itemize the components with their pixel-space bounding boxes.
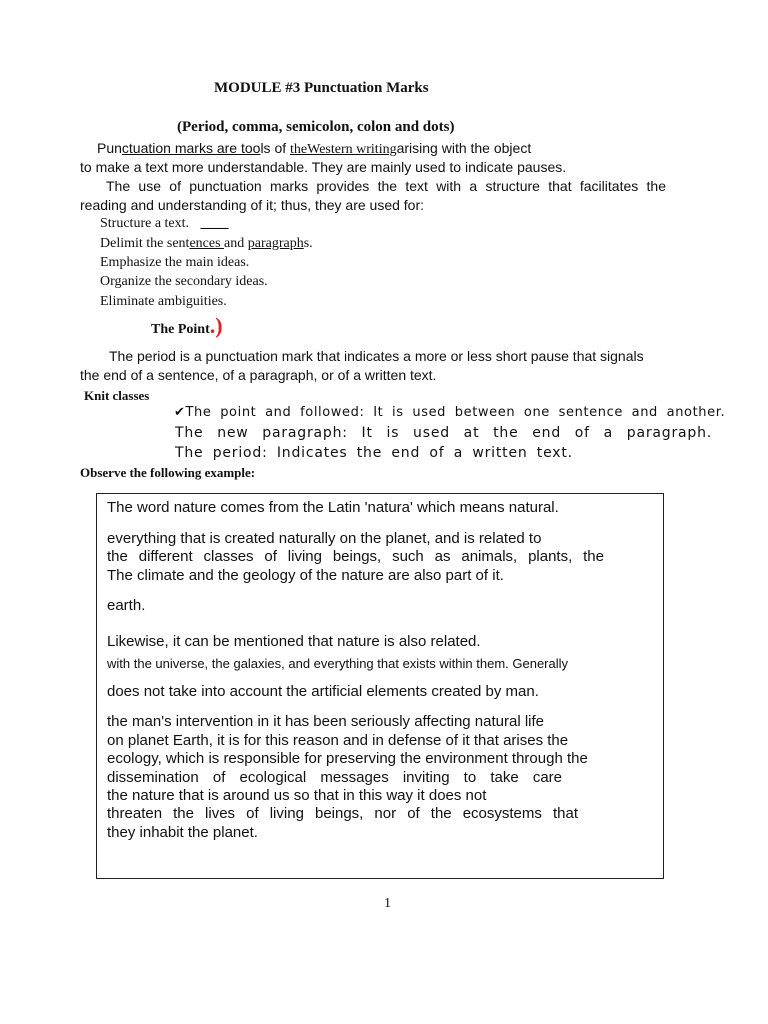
classes-heading: Knit classes xyxy=(84,388,150,403)
intro-text-segment: arising with the object xyxy=(396,140,532,156)
use-item-text: Delimit the sent xyxy=(100,236,190,251)
example-line: the different classes of living beings, such as animals, plants, the xyxy=(107,548,604,565)
use-item-organize: Organize the secondary ideas. xyxy=(100,274,268,289)
use-item-emphasize: Emphasize the main ideas. xyxy=(100,255,250,270)
intro-line-1 xyxy=(97,140,531,158)
example-line: everything that is created naturally on the planet, and is related to xyxy=(107,530,542,547)
class-item-period: The period: Indicates the end of a written text. xyxy=(175,445,573,461)
example-line: The word nature comes from the Latin 'natura' which means natural. xyxy=(107,499,559,516)
intro-line-3: The use of punctuation marks provides the text with a structure that facilitates the xyxy=(106,178,666,194)
intro-text-segment: Pun xyxy=(97,140,122,156)
example-line: the man's intervention in it has been seriously affecting natural life xyxy=(107,713,545,730)
use-item-text: Structure a text. xyxy=(100,216,190,231)
module-subtitle: (Period, comma, semicolon, colon and dots) xyxy=(177,119,455,135)
example-line: Likewise, it can be mentioned that nature is also related. xyxy=(107,633,481,650)
blank-line: ____ xyxy=(200,216,229,231)
example-line: the nature that is around us so that in this way it does not xyxy=(107,787,487,804)
example-line: with the universe, the galaxies, and everything that exists within them. Generally xyxy=(107,656,569,671)
page-number: 1 xyxy=(384,896,391,911)
class-item-point-followed xyxy=(175,405,725,420)
use-item-eliminate: Eliminate ambiguities. xyxy=(100,294,227,309)
check-icon: ✔ xyxy=(174,405,186,420)
use-item-text: and xyxy=(224,236,248,251)
example-heading: Observe the following example: xyxy=(80,465,256,480)
intro-text-segment: ctuation marks are too xyxy=(121,140,261,156)
class-item-new-paragraph: The new paragraph: It is used at the end of a paragraph. xyxy=(175,425,712,441)
class-item-text: The point and followed: It is used between one sentence and another. xyxy=(185,405,726,420)
example-line: ecology, which is responsible for preserving the environment through the xyxy=(107,750,588,767)
intro-text-segment: theWestern writing xyxy=(290,142,397,157)
example-line: earth. xyxy=(107,597,146,614)
point-paragraph-line-2: the end of a sentence, of a paragraph, or of a written text. xyxy=(80,367,437,383)
example-line: on planet Earth, it is for this reason and in defense of it that arises the xyxy=(107,732,569,749)
use-item-structure xyxy=(100,216,229,232)
example-line: they inhabit the planet. xyxy=(107,824,258,841)
use-item-delimit xyxy=(100,236,313,252)
module-title: MODULE #3 Punctuation Marks xyxy=(214,80,429,96)
point-heading xyxy=(151,313,223,338)
point-heading-text: The Point xyxy=(151,322,210,337)
use-item-text: paragraph xyxy=(247,236,304,251)
red-period-mark: .) xyxy=(209,313,223,338)
example-line: The climate and the geology of the nature are also part of it. xyxy=(107,567,504,584)
use-item-text: ences xyxy=(189,236,225,251)
example-line: dissemination of ecological messages inviting to take care xyxy=(107,769,562,786)
point-paragraph-line-1: The period is a punctuation mark that indicates a more or less short pause that signals xyxy=(109,348,644,364)
intro-text-segment: ls of xyxy=(260,140,291,156)
example-line: does not take into account the artificial elements created by man. xyxy=(107,683,539,700)
intro-line-2: to make a text more understandable. They are mainly used to indicate pauses. xyxy=(80,159,567,175)
example-text-box xyxy=(96,493,664,879)
intro-line-4: reading and understanding of it; thus, they are used for: xyxy=(80,197,425,213)
use-item-text: s. xyxy=(303,236,313,251)
example-line: threaten the lives of living beings, nor of the ecosystems that xyxy=(107,805,578,822)
